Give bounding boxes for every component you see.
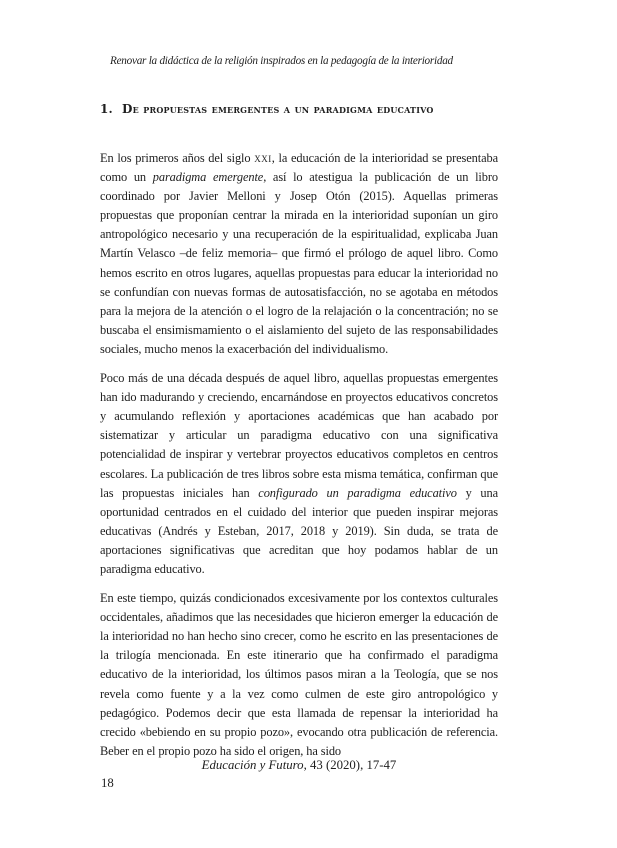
text-run: y una oportunidad centrados en el cuidado del interior que pueden inspirar mejoras educativas (Andrés y Esteban, 2017, 2018 y 2019). Sin duda, se trata de aportaciones significativas que acreditan que hoy podamos hablar de un paradigma educativo. [100,485,498,576]
journal-name: Educación y Futuro [201,758,304,772]
text-run: Poco más de una década después de aquel libro, aquellas propuestas emergentes han ido madurando y creciendo, encarnándose en proyectos educativos concretos y acumulando reflexión y aportaciones académicas que han acabado por sistematizar y articular un paradigma educativo con una significativa potencialidad de inspirar y vertebrar proyectos educativos completos en centros escolares. La publicación de tres libros sobre esta misma temática, confirman que las propuestas iniciales han [100,371,498,500]
century-numeral: xxi [254,151,272,165]
paragraph: En este tiempo, quizás condicionados excesivamente por los contextos culturales occidentales, añadimos que las necesidades que hicieron emerger la educación de la interioridad no han hecho sino crecer, como he escrito en las presentaciones de la trilogía mencionada. En este itinerario que ha confirmado el paradigma educativo de la interioridad, los últimos pasos miran a la Teología, que se nos revela como fuente y a la vez como culmen de este giro antropológico y pedagógico. Podemos decir que esta llamada de repensar la interioridad ha crecido «bebiendo en su propio pozo», evocando otra publicación de referencia. Beber en el propio pozo ha sido el origen, ha sido [100,591,498,758]
section-title: de propuestas emergentes a un paradigma educativo [122,102,434,116]
paragraph [100,369,498,579]
body-text [100,149,498,771]
journal-issue: , 43 (2020), 17-47 [303,758,397,772]
footer-citation [100,758,498,773]
running-head: Renovar la didáctica de la religión inspirados en la pedagogía de la interioridad [110,55,453,67]
page-number: 18 [101,776,114,790]
text-run: , así lo atestigua la publicación de un libro coordinado por Javier Melloni y Josep Otón (2015). Aquellas primeras propuestas que proponían centrar la mirada en la interioridad suponían un giro antropológico necesario y una recuperación de la espiritualidad, explicaba Juan Martín Velasco –de feliz memoria– que firmó el prólogo de aquel libro. Como hemos escrito en otros lugares, aquellas propuestas para educar la interioridad no se confundían con nuevas formas de autosatisfacción, no se agotaba en métodos para la mejora de la atención o el logro de la relajación o la concentración; no se buscaba el ensimismamiento o el aislamiento del sujeto de las responsabilidades sociales, mucho menos la exacerbación del individualismo. [100,170,498,356]
paragraph [100,149,498,359]
text-run: , la educación de la interioridad se presentaba como un [100,151,498,185]
section-heading [100,100,500,118]
text-run: En los primeros años del siglo [100,151,255,165]
section-number: 1. [100,102,113,116]
emphasis: paradigma emergente [152,170,264,185]
emphasis: configurado un paradigma educativo [258,485,457,500]
